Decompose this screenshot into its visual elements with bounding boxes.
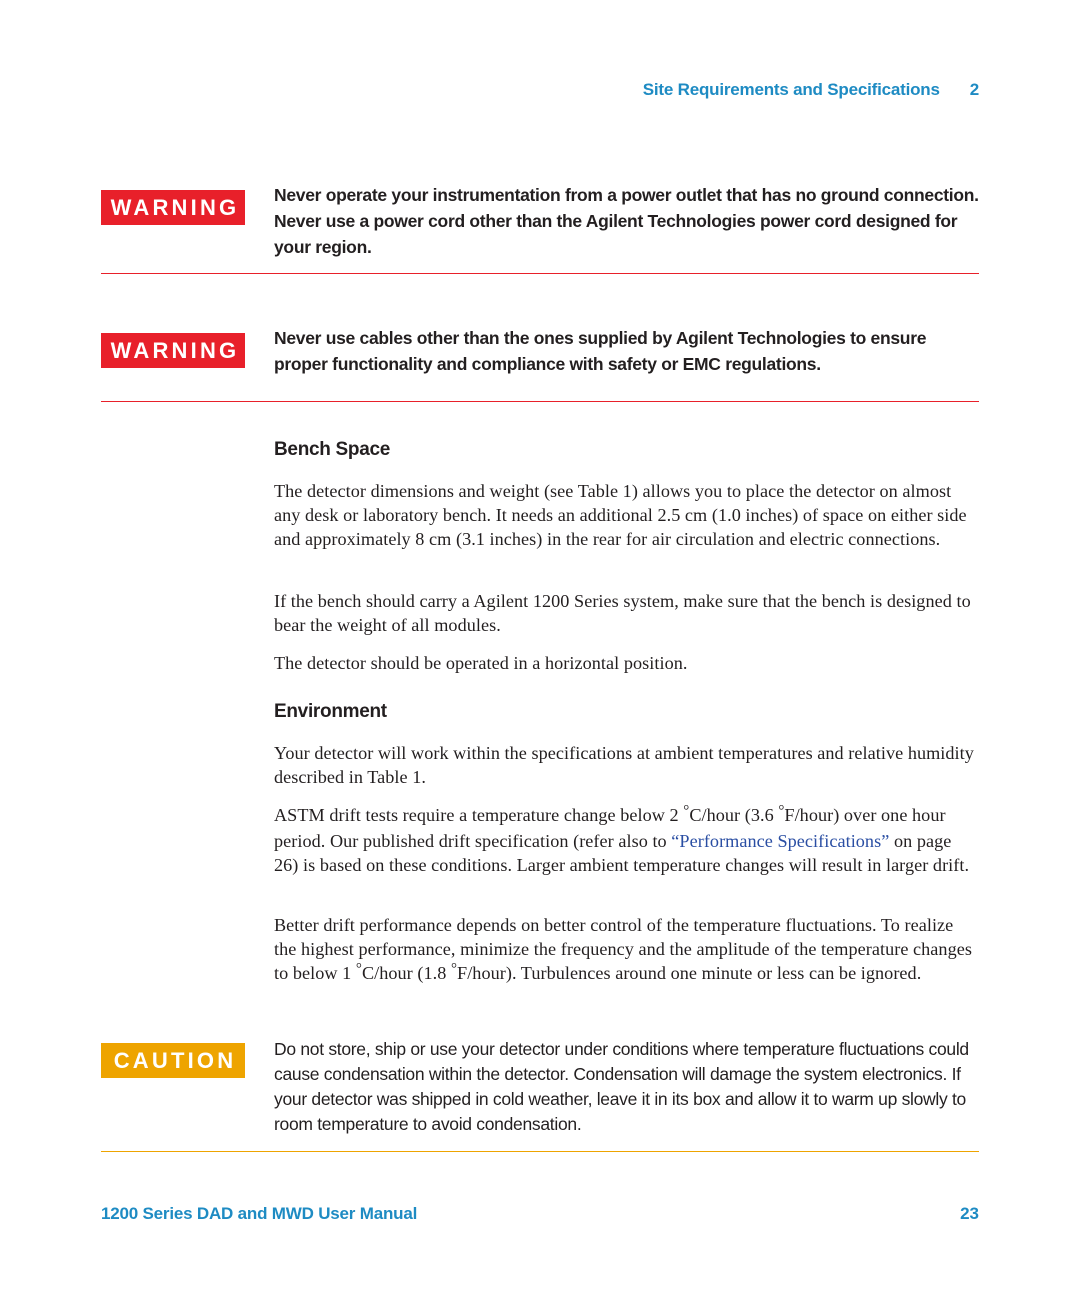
bench-space-paragraph-3: The detector should be operated in a horizontal position.: [274, 653, 688, 673]
environment-heading: Environment: [274, 701, 387, 722]
bench-space-heading: Bench Space: [274, 439, 391, 460]
header-section-title: Site Requirements and Specifications: [642, 80, 940, 99]
warning-badge-1: WARNING: [101, 190, 245, 225]
footer-page-number: 23: [960, 1204, 979, 1223]
degree-symbol: °: [778, 803, 785, 819]
degree-symbol: °: [355, 961, 362, 977]
warning-divider-1: [101, 273, 979, 274]
env-p2-text-1: ASTM drift tests require a temperature change below 2: [274, 805, 684, 825]
environment-paragraph-2: [274, 803, 979, 877]
environment-paragraph-3: [274, 913, 979, 987]
bench-space-paragraph-2: If the bench should carry a Agilent 1200 Series system, make sure that the bench is designed to bear the weight of all modules.: [274, 591, 971, 635]
warning-text-2: Never use cables other than the ones supplied by Agilent Technologies to ensure proper functionality and compliance with safety or EMC regulations.: [274, 328, 927, 374]
env-p3-text-1: Better drift performance depends on better control of the temperature fluctuations. To realize the highest performance, minimize the frequency and the amplitude of the temperature changes to below 1: [274, 915, 972, 983]
caution-block: [101, 1039, 979, 1152]
environment-paragraph-1: Your detector will work within the specifications at ambient temperatures and relative humidity described in Table 1.: [274, 743, 974, 787]
env-p3-text-3: F/hour). Turbulences around one minute or less can be ignored.: [457, 963, 922, 983]
env-p2-text-3: F/hour) over one hour period. Our published drift specification (refer also to: [274, 805, 946, 851]
warning-badge-2: WARNING: [101, 333, 245, 368]
env-p2-text-4: on page 26) is based on these conditions. Larger ambient temperature changes will result in larger drift.: [274, 831, 970, 875]
performance-specifications-link[interactable]: “Performance Specifications”: [671, 831, 890, 851]
env-p2-text-2: C/hour (3.6: [689, 805, 779, 825]
warning-divider-2: [101, 401, 979, 402]
caution-text: Do not store, ship or use your detector under conditions where temperature fluctuations could cause condensation within the detector. Condensation will damage the system electronics. If your detector was shipped in cold weather, leave it in its box and allow it to warm up slowly to room temperature to avoid condensation.: [274, 1039, 969, 1134]
caution-divider: [101, 1151, 979, 1152]
warning-block-2: [101, 328, 979, 402]
footer-manual-title: 1200 Series DAD and MWD User Manual: [101, 1204, 418, 1223]
degree-symbol: °: [683, 803, 690, 819]
caution-badge: CAUTION: [101, 1043, 245, 1078]
warning-block-1: [101, 185, 979, 274]
env-p3-text-2: C/hour (1.8: [361, 963, 451, 983]
degree-symbol: °: [450, 961, 458, 977]
running-header: [643, 80, 979, 100]
bench-space-paragraph-1: The detector dimensions and weight (see Table 1) allows you to place the detector on almost any desk or laboratory bench. It needs an additional 2.5 cm (1.0 inches) of space on either side and approximately 8 cm (3.1 inches) in the rear for air circulation and electric connections.: [274, 481, 967, 549]
header-chapter-number: 2: [969, 80, 979, 99]
warning-text-1: Never operate your instrumentation from a power outlet that has no ground connection. Never use a power cord other than the Agilent Technologies power cord designed for your region.: [274, 185, 979, 257]
